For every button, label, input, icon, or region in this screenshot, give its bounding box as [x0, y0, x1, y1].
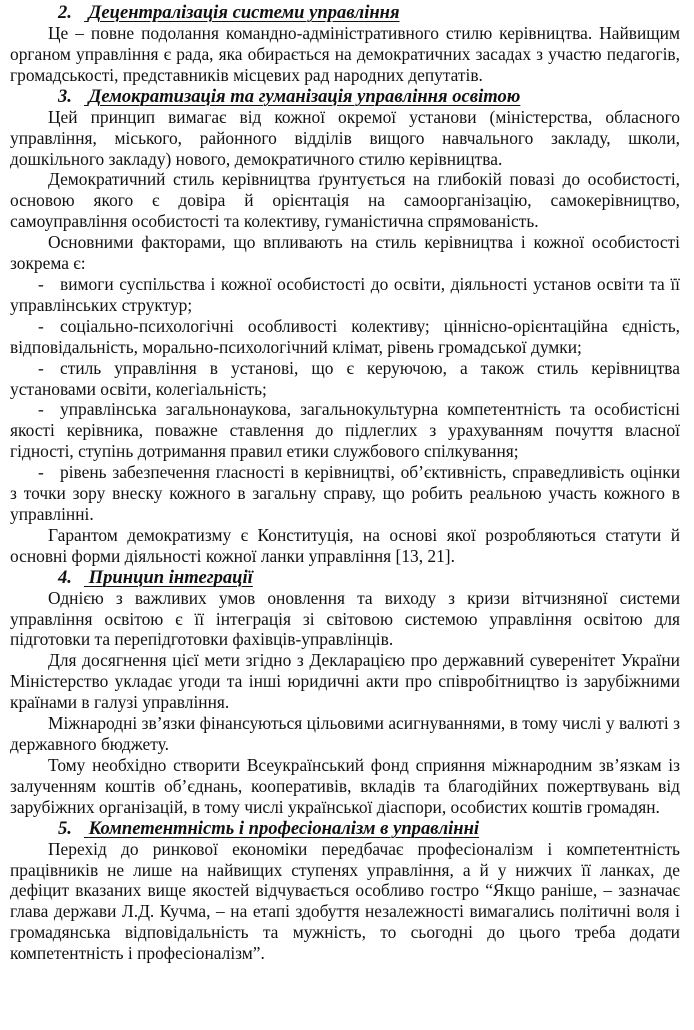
- list-item-text: управлінська загальнонаукова, загальнокультурна компетентність та особистісні якості керівника, поважне ставлення до підлеглих з урахуванням почуття власної гідності, ступінь дотримання правил етики службового спілкування;: [10, 399, 680, 462]
- paragraph: Для досягнення цієї мети згідно з Декларацією про державний суверенітет України Міністерство укладає угоди та інші юридичні акти про співробітництво із зарубіжними країнами в галузі управління.: [10, 650, 680, 713]
- section-heading-4: [10, 567, 680, 588]
- section-heading-3: [10, 86, 680, 107]
- dash-marker: -: [38, 315, 44, 336]
- paragraph: Основними факторами, що впливають на стиль керівництва і кожної особистості зокрема є:: [10, 232, 680, 274]
- list-item: [10, 399, 680, 462]
- list-item: [10, 274, 680, 316]
- list-item-text: соціально-психологічні особливості колективу; ціннісно-орієнтаційна єдність, відповідальність, морально-психологічний клімат, рівень громадської думки;: [10, 315, 680, 357]
- section-number: 4.: [58, 566, 72, 588]
- paragraph: Перехід до ринкової економіки передбачає професіоналізм і компетентність працівників не лише на найвищих ступенях управління, а й у нижчих її ланках, де дефіцит вказаних вище якостей відчувається особливо гостро “Якщо раніше, – зазначає глава держави Л.Д. Кучма, – на етапі здобуття незалежності вимагались політичні воля і громадянська відповідальність та мужність, то сьогодні до цього треба додати компетентність і професіоналізм”.: [10, 838, 680, 964]
- list-item-text: вимоги суспільства і кожної особистості до освіти, діяльності установ освіти та її управлінських структур;: [10, 273, 680, 315]
- list-item-text: рівень забезпечення гласності в керівництві, об’єктивність, справедливість оцінки з точки зору внеску кожного в загальну справу, що робить реальною участь кожного в управлінні.: [10, 462, 680, 524]
- section-number: 2.: [58, 2, 72, 23]
- section-number: 5.: [58, 817, 72, 839]
- list-item: [10, 462, 680, 525]
- section-heading-5: [10, 818, 680, 839]
- section-heading-2: [10, 2, 680, 23]
- paragraph: Це – повне подолання командно-адміністративного стилю керівництва. Найвищим органом управління є рада, яка обирається на демократичних засадах з участю педагогів, громадськості, представників місцевих рад народних депутатів.: [10, 23, 680, 85]
- paragraph: Цей принцип вимагає від кожної окремої установи (міністерства, обласного управління, міського, районного відділів вищого навчального закладу, школи, дошкільного закладу) нового, демократичного стилю керівництва.: [10, 106, 680, 169]
- section-title: Децентралізація системи управління: [88, 2, 400, 23]
- paragraph: Демократичний стиль керівництва ґрунтується на глибокій повазі до особистості, основою якого є довіра й орієнтація на самоорганізацію, самокерівництво, самоуправління особистості та колективу, гуманістична спрямованість.: [10, 169, 680, 232]
- list-item: [10, 316, 680, 358]
- list-item: [10, 358, 680, 400]
- list-item-text: стиль управління в установі, що є керуючою, а також стиль керівництва установами освіти, колегіальність;: [10, 357, 680, 399]
- section-title: Принцип інтеграції: [88, 566, 253, 588]
- paragraph: Гарантом демократизму є Конституція, на основі якої розробляються статути й основні форми діяльності кожної ланки управління [13, 21].: [10, 524, 680, 566]
- section-number: 3.: [58, 85, 72, 107]
- paragraph: Однією з важливих умов оновлення та виходу з кризи вітчизняної системи управління освітою є її інтеграція зі світовою системою управління освітою для підготовки та перепідготовки фахівців-управлінців.: [10, 587, 680, 650]
- dash-marker: -: [38, 462, 44, 483]
- dash-marker: -: [38, 399, 44, 420]
- paragraph: Міжнародні зв’язки фінансуються цільовими асигнуваннями, в тому числі у валюті з державного бюджету.: [10, 713, 680, 754]
- paragraph: Тому необхідно створити Всеукраїнський фонд сприяння міжнародним зв’язкам із залученням коштів об’єднань, кооперативів, вкладів та благодійних пожертвувань від зарубіжних організацій, в тому числі української діаспори, особистих коштів громадян.: [10, 754, 680, 817]
- dash-marker: -: [38, 357, 44, 378]
- section-title: Демократизація та гуманізація управління освітою: [88, 85, 521, 107]
- section-title: Компетентність і професіоналізм в управлінні: [88, 817, 480, 839]
- dash-marker: -: [38, 273, 44, 294]
